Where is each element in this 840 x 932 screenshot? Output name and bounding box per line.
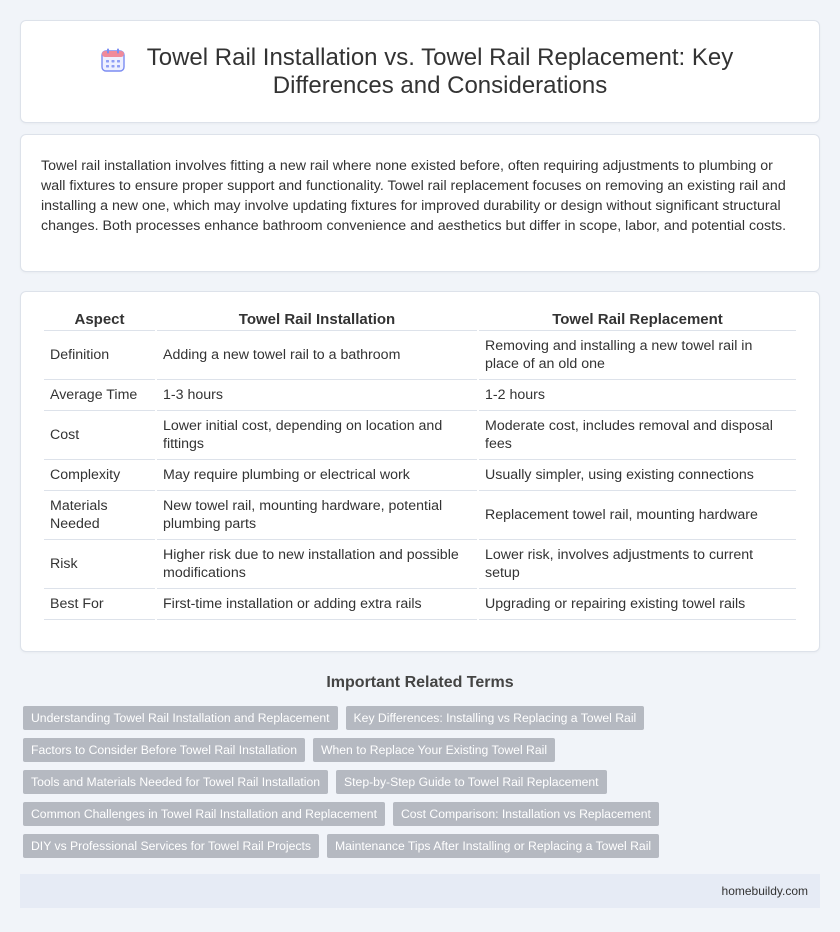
row-replacement: Replacement towel rail, mounting hardware xyxy=(479,491,796,540)
row-replacement: Lower risk, involves adjustments to current setup xyxy=(479,540,796,589)
row-aspect: Complexity xyxy=(44,460,155,491)
calendar-icon xyxy=(100,47,126,73)
table-row xyxy=(44,460,796,491)
table-row xyxy=(44,331,796,380)
row-replacement: Removing and installing a new towel rail in place of an old one xyxy=(479,331,796,380)
related-term-tag[interactable]: Step-by-Step Guide to Towel Rail Replacement xyxy=(336,770,607,794)
related-term-tag[interactable]: Cost Comparison: Installation vs Replacement xyxy=(393,802,659,826)
table-header-row xyxy=(44,307,796,331)
row-replacement: Usually simpler, using existing connections xyxy=(479,460,796,491)
page-title: Towel Rail Installation vs. Towel Rail Replacement: Key Differences and Considerations xyxy=(146,43,734,99)
related-term-tag[interactable]: Factors to Consider Before Towel Rail Installation xyxy=(23,738,305,762)
row-installation: Adding a new towel rail to a bathroom xyxy=(157,331,477,380)
header-installation: Towel Rail Installation xyxy=(157,307,477,331)
row-replacement: Upgrading or repairing existing towel rails xyxy=(479,589,796,620)
row-aspect: Risk xyxy=(44,540,155,589)
related-term-tag[interactable]: Understanding Towel Rail Installation and Replacement xyxy=(23,706,338,730)
related-term-tag[interactable]: Common Challenges in Towel Rail Installation and Replacement xyxy=(23,802,385,826)
row-aspect: Average Time xyxy=(44,380,155,411)
row-installation: May require plumbing or electrical work xyxy=(157,460,477,491)
row-installation: Lower initial cost, depending on location and fittings xyxy=(157,411,477,460)
row-installation: 1-3 hours xyxy=(157,380,477,411)
row-aspect: Best For xyxy=(44,589,155,620)
related-term-tag[interactable]: Tools and Materials Needed for Towel Rail Installation xyxy=(23,770,328,794)
related-terms-list xyxy=(20,706,820,858)
title-wrap xyxy=(100,44,740,100)
related-terms-title: Important Related Terms xyxy=(326,674,514,691)
header-replacement: Towel Rail Replacement xyxy=(479,307,796,331)
row-installation: Higher risk due to new installation and possible modifications xyxy=(157,540,477,589)
related-term-tag[interactable]: Key Differences: Installing vs Replacing a Towel Rail xyxy=(346,706,645,730)
row-installation: First-time installation or adding extra rails xyxy=(157,589,477,620)
row-replacement: 1-2 hours xyxy=(479,380,796,411)
related-term-tag[interactable]: When to Replace Your Existing Towel Rail xyxy=(313,738,555,762)
footer-site-name: homebuildy.com xyxy=(721,884,808,898)
table-row xyxy=(44,380,796,411)
intro-paragraph: Towel rail installation involves fitting a new rail where none existed before, often requiring adjustments to plumbing or wall fixtures to ensure proper support and functionality. Towel rail replacement focuses on removing an existing rail and installing a new one, which may involve updating fixtures for improved durability or design without significant structural changes. Both processes enhance bathroom convenience and aesthetics but differ in scope, labor, and potential costs. xyxy=(41,158,787,234)
row-replacement: Moderate cost, includes removal and disposal fees xyxy=(479,411,796,460)
table-row xyxy=(44,491,796,540)
comparison-table xyxy=(42,307,798,620)
header-aspect: Aspect xyxy=(44,307,155,331)
related-term-tag[interactable]: DIY vs Professional Services for Towel Rail Projects xyxy=(23,834,319,858)
intro-card xyxy=(20,134,820,272)
row-installation: New towel rail, mounting hardware, potential plumbing parts xyxy=(157,491,477,540)
table-row xyxy=(44,411,796,460)
footer xyxy=(20,874,820,908)
related-term-tag[interactable]: Maintenance Tips After Installing or Replacing a Towel Rail xyxy=(327,834,659,858)
row-aspect: Cost xyxy=(44,411,155,460)
row-aspect: Definition xyxy=(44,331,155,380)
table-row xyxy=(44,589,796,620)
row-aspect: Materials Needed xyxy=(44,491,155,540)
comparison-card xyxy=(20,291,820,652)
title-card xyxy=(20,20,820,123)
table-row xyxy=(44,540,796,589)
